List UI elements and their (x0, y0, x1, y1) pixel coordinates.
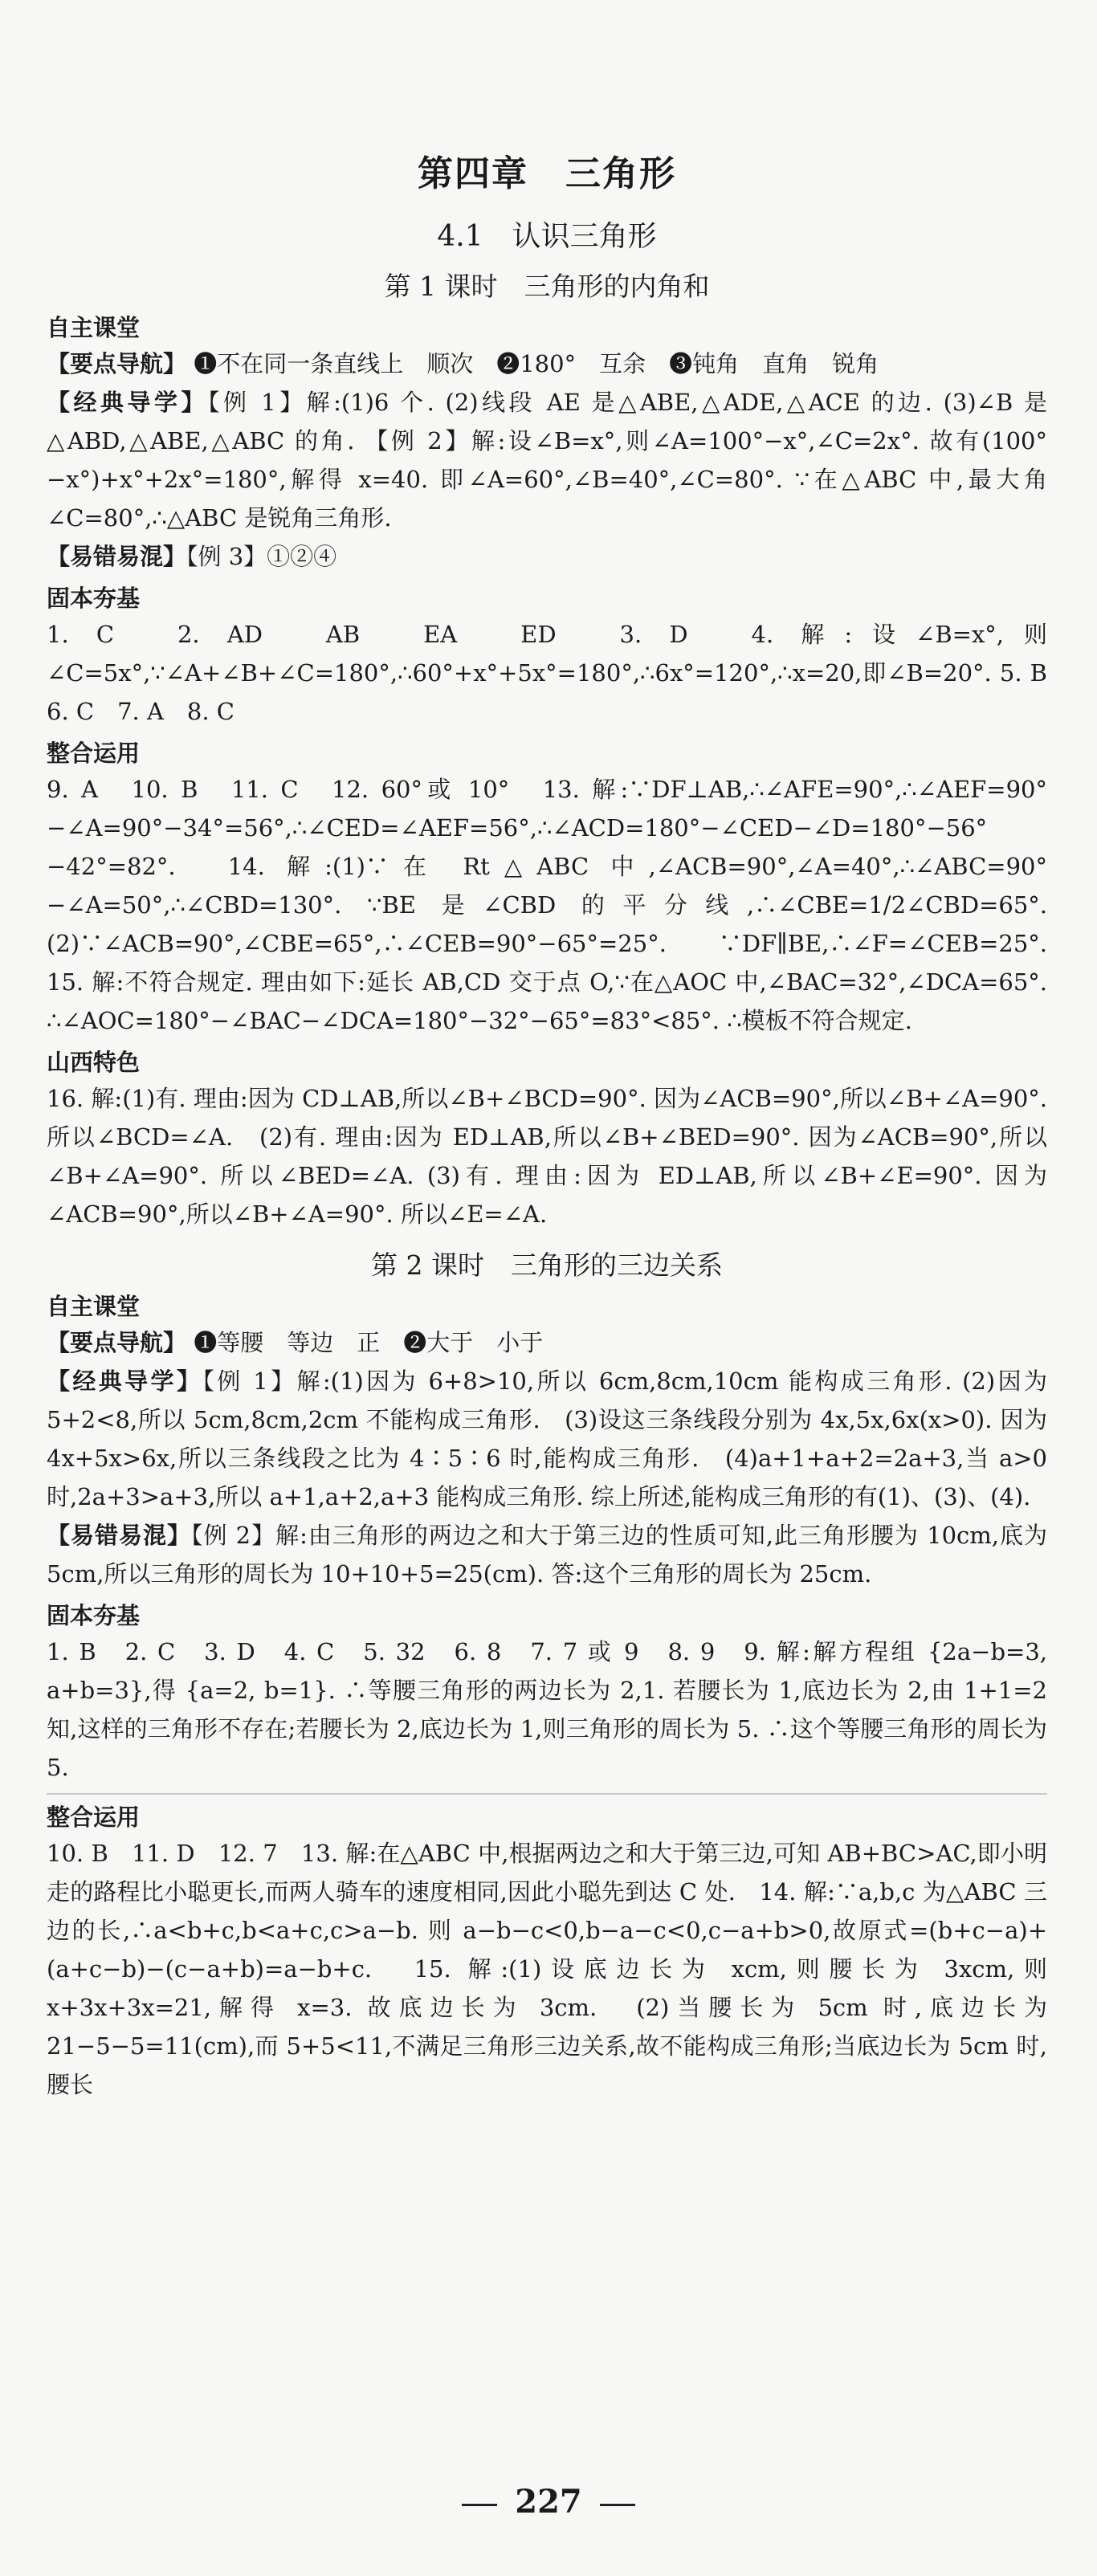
lesson2-key-points (47, 1323, 1047, 1362)
page-number-text: 227 (515, 2483, 582, 2521)
key-points-tag: 【要点导航】 (47, 1329, 187, 1356)
section-title: 4.1 认识三角形 (437, 220, 657, 253)
lesson1-shanxi-heading: 山西特色 (47, 1049, 141, 1076)
classic-tag: 【经典导学】 (47, 389, 208, 416)
key-points-tag: 【要点导航】 (47, 350, 187, 377)
left-dash (462, 2504, 497, 2506)
lesson2-integrate-heading: 整合运用 (47, 1804, 141, 1831)
lesson2-basics-heading: 固本夯基 (47, 1602, 141, 1629)
mistake-tag: 【易错易混】 (47, 543, 187, 570)
lesson1-basics-text: 1. C 2. AD AB EA ED 3. D 4. 解:设∠B=x°,则∠C=5x°,∵∠A+∠B+∠C=180°,∴60°+x°+5x°=180°,∴6x°=120°,∴x=20,即∠B=20°. 5. B 6. C 7. A 8. C (47, 621, 1071, 725)
lesson1-title: 第 1 课时 三角形的内角和 (384, 271, 710, 302)
key-points-text: ❶等腰 等边 正 ❷大于 小于 (194, 1329, 544, 1356)
lesson1-basics-heading: 固本夯基 (47, 585, 141, 612)
classic-text: 【例 1】解:(1)6 个. (2)线段 AE 是△ABE,△ADE,△ACE 的边. (3)∠B 是△ABD,△ABE,△ABC 的角. 【例 2】解:设∠B=x°,则∠A=100°−x°,∠C=2x°. 故有(100°−x°)+x°+2x°=180°,解得 x=40. 即∠A=60°,∠B=40°,∠C=80°. ∵在△ABC 中,最大角∠C=80°,∴△ABC 是锐角三角形. (47, 389, 1047, 532)
lesson1-shanxi-text: 16. 解:(1)有. 理由:因为 CD⊥AB,所以∠B+∠BCD=90°. 因为∠ACB=90°,所以∠B+∠A=90°. 所以∠BCD=∠A. (2)有. 理由:因为 ED⊥AB,所以∠B+∠BED=90°. 因为∠ACB=90°,所以∠B+∠A=90°. 所以∠BED=∠A. (3)有. 理由:因为 ED⊥AB,所以∠B+∠E=90°. 因为∠ACB=90°,所以∠B+∠A=90°. 所以∠E=∠A. (47, 1085, 1047, 1228)
lesson2-integrate-text: 10. B 11. D 12. 7 13. 解:在△ABC 中,根据两边之和大于第三边,可知 AB+BC>AC,即小明走的路程比小聪更长,而两人骑车的速度相同,因此小聪先到达 C 处. 14. 解:∵a,b,c 为△ABC 三边的长,∴a<b+c,b<a+c,c>a−b. 则 a−b−c<0,b−a−c<0,c−a+b>0,故原式=(b+c−a)+(a+c−b)−(c−a+b)=a−b+c. 15. 解:(1)设底边长为 xcm,则腰长为 3xcm,则 x+3x+3x=21,解得 x=3. 故底边长为 3cm. (2)当腰长为 5cm 时,底边长为 21−5−5=11(cm),而 5+5<11,不满足三角形三边关系,故不能构成三角形;当底边长为 5cm 时,腰长 (47, 1840, 1047, 2098)
chapter-title: 第四章 三角形 (418, 153, 676, 194)
classic-tag: 【经典导学】 (47, 1367, 203, 1395)
lesson2-classic (47, 1362, 1047, 1516)
section-divider (47, 1793, 1047, 1795)
lesson1-key-points (47, 344, 1047, 383)
classic-text: 【例 1】解:(1)因为 6+8>10,所以 6cm,8cm,10cm 能构成三角形. (2)因为 5+2<8,所以 5cm,8cm,2cm 不能构成三角形. (3)设这三条线段分别为 4x,5x,6x(x>0). 因为 4x+5x>6x,所以三条线段之比为 4∶5∶6 时,能构成三角形. (4)a+1+a+2=2a+3,当 a>0 时,2a+3>a+3,所以 a+1,a+2,a+3 能构成三角形. 综上所述,能构成三角形的有(1)、(3)、(4). (47, 1367, 1047, 1510)
lesson2-self-study-heading: 自主课堂 (47, 1293, 141, 1320)
lesson2-title: 第 2 课时 三角形的三边关系 (371, 1249, 723, 1281)
lesson2-mistake (47, 1516, 1047, 1593)
key-points-text: ❶不在同一条直线上 顺次 ❷180° 互余 ❸钝角 直角 锐角 (194, 350, 879, 377)
mistake-text: 【例 2】解:由三角形的两边之和大于第三边的性质可知,此三角形腰为 10cm,底为 5cm,所以三角形的周长为 10+10+5=25(cm). 答:这个三角形的周长为 25cm. (47, 1522, 1047, 1588)
page-number (0, 2483, 1097, 2521)
lesson1-classic (47, 383, 1047, 537)
right-dash (600, 2504, 635, 2506)
lesson1-integrate-text: 9. A 10. B 11. C 12. 60°或 10° 13. 解:∵DF⊥AB,∴∠AFE=90°,∴∠AEF=90°−∠A=90°−34°=56°,∴∠CED=∠AEF=56°,∴∠ACD=180°−∠CED−∠D=180°−56°−42°=82°. 14. 解:(1)∵在 Rt△ABC 中,∠ACB=90°,∠A=40°,∴∠ABC=90°−∠A=50°,∴∠CBD=130°. ∵BE 是∠CBD 的平分线,∴∠CBE=1/2∠CBD=65°. (2)∵∠ACB=90°,∠CBE=65°,∴∠CEB=90°−65°=25°. ∵DF∥BE,∴∠F=∠CEB=25°. 15. 解:不符合规定. 理由如下:延长 AB,CD 交于点 O,∵在△AOC 中,∠BAC=32°,∠DCA=65°. ∴∠AOC=180°−∠BAC−∠DCA=180°−32°−65°=83°<85°. ∴模板不符合规定. (47, 776, 1071, 1034)
lesson1-integrate-heading: 整合运用 (47, 740, 141, 767)
lesson1-mistake (47, 537, 1047, 576)
lesson2-basics-text: 1. B 2. C 3. D 4. C 5. 32 6. 8 7. 7 或 9 8. 9 9. 解:解方程组 {2a−b=3, a+b=3},得 {a=2, b=1}. ∴等腰三角形的两边长为 2,1. 若腰长为 1,底边长为 2,由 1+1=2 知,这样的三角形不存在;若腰长为 2,底边长为 1,则三角形的周长为 5. ∴这个等腰三角形的周长为 5. (47, 1638, 1047, 1781)
lesson1-self-study-heading: 自主课堂 (47, 314, 141, 341)
mistake-text: 【例 3】①②④ (186, 543, 337, 570)
mistake-tag: 【易错易混】 (47, 1522, 191, 1549)
